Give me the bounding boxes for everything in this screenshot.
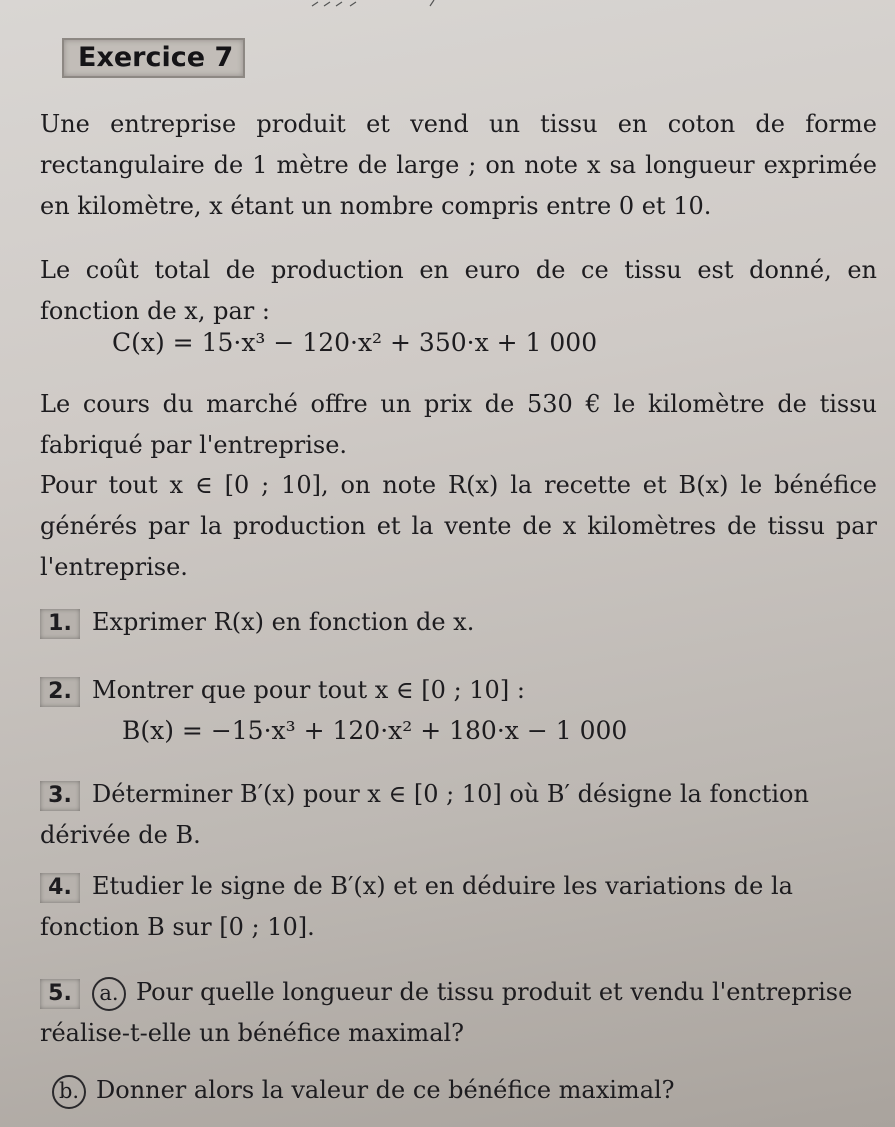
sub-question-marker-b: b. — [52, 1075, 86, 1109]
question-text: Montrer que pour tout x ∈ [0 ; 10] : — [92, 676, 525, 704]
question-number: 5. — [40, 979, 80, 1009]
intro-paragraph-3: Le cours du marché offre un prix de 530 € le kilomètre de tissu fabriqué par l'entreprise. — [40, 390, 877, 459]
question-text: Etudier le signe de B′(x) et en déduire les variations de la fonction B sur [0 ; 10]. — [40, 872, 793, 941]
question-5b — [52, 1070, 875, 1111]
exercise-title: Exercice 7 — [62, 38, 245, 78]
question-3 — [40, 774, 875, 856]
question-number: 3. — [40, 781, 80, 811]
sub-question-marker-a: a. — [92, 977, 126, 1011]
top-edge-marks — [310, 0, 450, 8]
question-number: 4. — [40, 873, 80, 903]
question-4 — [40, 866, 875, 948]
question-number: 1. — [40, 609, 80, 639]
intro-paragraph-4: Pour tout x ∈ [0 ; 10], on note R(x) la recette et B(x) le bénéfice générés par la production et la vente de x kilomètres de tissu par l'entreprise. — [40, 471, 877, 581]
question-text: Donner alors la valeur de ce bénéfice maximal? — [96, 1076, 675, 1104]
cost-formula: C(x) = 15·x³ − 120·x² + 350·x + 1 000 — [112, 328, 598, 357]
question-text: Déterminer B′(x) pour x ∈ [0 ; 10] où B′ désigne la fonction dérivée de B. — [40, 780, 809, 849]
question-text: Pour quelle longueur de tissu produit et vendu l'entreprise réalise-t-elle un bénéfice maximal? — [40, 978, 853, 1047]
question-text: Exprimer R(x) en fonction de x. — [92, 608, 475, 636]
question-number: 2. — [40, 677, 80, 707]
question-1 — [40, 602, 875, 643]
profit-formula: B(x) = −15·x³ + 120·x² + 180·x − 1 000 — [122, 716, 628, 745]
intro-paragraph-1: Une entreprise produit et vend un tissu en coton de forme rectangulaire de 1 mètre de large ; on note x sa longueur exprimée en kilomètre, x étant un nombre compris entre 0 et 10. — [40, 110, 877, 220]
question-2 — [40, 670, 875, 711]
question-5a — [40, 972, 875, 1054]
intro-paragraph-2: Le coût total de production en euro de ce tissu est donné, en fonction de x, par : — [40, 256, 877, 325]
